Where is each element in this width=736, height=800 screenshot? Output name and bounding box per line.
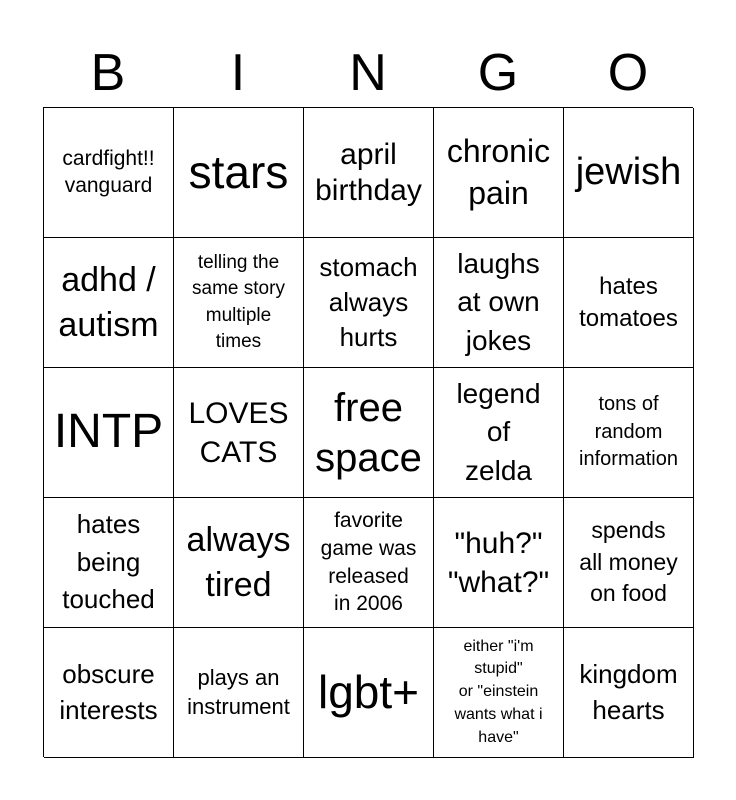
bingo-cell-text: legend of zelda: [456, 377, 541, 486]
bingo-cell[interactable]: [564, 368, 694, 498]
bingo-cell-text: "huh?" "what?": [447, 526, 550, 599]
bingo-cell-text: obscure interests: [59, 659, 158, 725]
bingo-cell-text: either "i'm stupid" or "einstein wants what i have": [454, 637, 543, 746]
bingo-header: [43, 42, 693, 104]
bingo-cell-text: jewish: [575, 150, 682, 193]
bingo-cell-text: april birthday: [315, 137, 422, 207]
bingo-cell-text: plays an instrument: [187, 665, 290, 719]
bingo-cell-text: cardfight!! vanguard: [62, 147, 155, 197]
bingo-cell[interactable]: [564, 628, 694, 758]
bingo-cell-text: INTP: [53, 405, 164, 459]
bingo-cell-text: spends all money on food: [579, 516, 678, 607]
bingo-cell[interactable]: [44, 238, 174, 368]
bingo-cell-text: free space: [315, 385, 422, 480]
bingo-cell[interactable]: [304, 628, 434, 758]
bingo-cell[interactable]: [304, 498, 434, 628]
bingo-cell[interactable]: [174, 238, 304, 368]
bingo-cell-text: chronic pain: [446, 132, 551, 211]
bingo-cell[interactable]: [304, 238, 434, 368]
bingo-cell-text: stomach always hurts: [319, 251, 418, 353]
bingo-cell[interactable]: [564, 498, 694, 628]
header-letter-g: G: [477, 44, 519, 102]
header-letter-b: B: [90, 44, 126, 102]
header-letter-i: I: [230, 44, 246, 102]
bingo-cell[interactable]: [434, 368, 564, 498]
bingo-cell[interactable]: [44, 628, 174, 758]
header-letter-n: N: [349, 44, 387, 102]
bingo-cell-text: kingdom hearts: [579, 659, 678, 725]
bingo-cell-text: LOVES CATS: [188, 396, 289, 469]
bingo-cell-text: favorite game was released in 2006: [320, 508, 417, 616]
bingo-cell-text: telling the same story multiple times: [192, 252, 285, 352]
bingo-cell-text: stars: [188, 146, 289, 199]
bingo-cell[interactable]: [434, 498, 564, 628]
bingo-cell-text: laughs at own jokes: [457, 247, 540, 356]
bingo-cell[interactable]: [44, 368, 174, 498]
bingo-cell[interactable]: [434, 238, 564, 368]
bingo-cell-text: hates being touched: [62, 508, 155, 615]
bingo-cell-text: tons of random information: [579, 393, 678, 471]
bingo-cell[interactable]: [434, 108, 564, 238]
bingo-cell[interactable]: [304, 368, 434, 498]
bingo-cell-text: adhd / autism: [58, 260, 159, 344]
bingo-cell-text: lgbt+: [317, 666, 420, 719]
bingo-cell[interactable]: [44, 498, 174, 628]
bingo-cell[interactable]: [174, 368, 304, 498]
bingo-cell-text: always tired: [186, 521, 291, 604]
bingo-cell[interactable]: [564, 108, 694, 238]
bingo-cell[interactable]: [44, 108, 174, 238]
bingo-cell[interactable]: [564, 238, 694, 368]
header-letter-o: O: [607, 44, 649, 102]
bingo-board: [43, 107, 693, 757]
bingo-cell-text: hates tomatoes: [579, 272, 678, 332]
bingo-cell[interactable]: [304, 108, 434, 238]
bingo-cell[interactable]: [434, 628, 564, 758]
bingo-cell[interactable]: [174, 628, 304, 758]
bingo-cell[interactable]: [174, 108, 304, 238]
bingo-cell[interactable]: [174, 498, 304, 628]
